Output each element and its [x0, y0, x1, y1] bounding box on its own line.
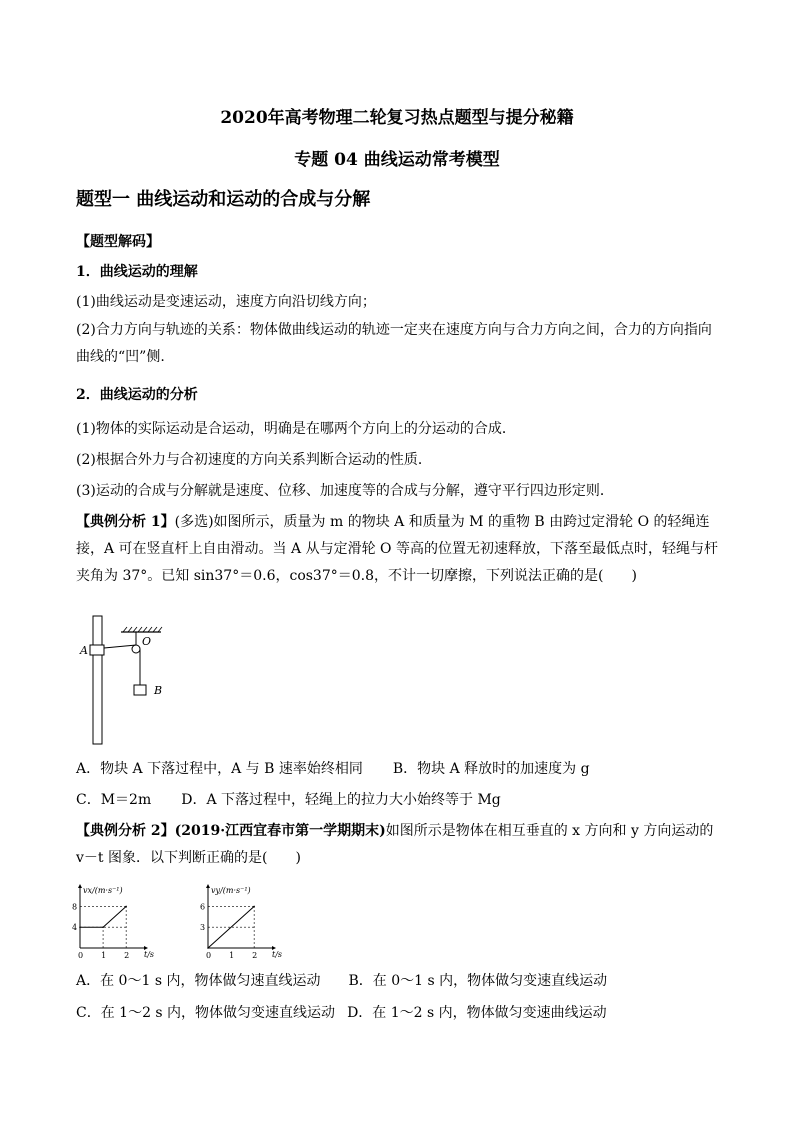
rope-horizontal [104, 645, 136, 648]
x-tick-label: 2 [124, 951, 130, 960]
x-tick-label: 1 [229, 951, 235, 960]
example1-tag: 【典例分析 1】 [76, 514, 175, 530]
y-tick-label: 4 [72, 923, 78, 933]
point2-title: 2．曲线运动的分析 [76, 387, 198, 403]
section-heading: 题型一 曲线运动和运动的合成与分解 [76, 189, 371, 210]
y-axis-arrow [206, 884, 210, 888]
weight-b [134, 685, 146, 695]
x-axis-label: t/s [272, 950, 283, 959]
pulley-wheel [132, 645, 140, 653]
example1-stem: (多选)如图所示，质量为 m 的物块 A 和质量为 M 的重物 B 由跨过定滑轮 O 的轻绳连接，A 可在竖直杆上自由滑动。当 A 从与定滑轮 O 等高的位置无初速释放，下落至最低点时，轻绳与杆夹角为 37°。已知 sin37°＝0.6，cos37°＝0.8，不计一切摩擦，下列说法正确的是( ) [76, 514, 718, 584]
point1-line2: (2)合力方向与轨迹的关系：物体做曲线运动的轨迹一定夹在速度方向与合力方向之间，合力的方向指向曲线的“凹”侧. [76, 322, 712, 365]
example2-option-a: A．在 0～1 s 内，物体做匀速直线运动 [76, 973, 321, 989]
example2-source: (2019·江西宜春市第一学期期末) [174, 823, 386, 839]
example2-stem: 如图所示是物体在相互垂直的 x 方向和 y 方向运动的 v－t 图象．以下判断正确的是( ) [76, 823, 714, 866]
vertical-rod [93, 616, 102, 744]
example1-option-d: D．A 下落过程中，轻绳上的拉力大小始终等于 Mg [181, 792, 501, 808]
x-axis-label: t/s [144, 950, 155, 959]
data-point [79, 926, 81, 928]
example1-option-a-text: A．物块 A 下落过程中，A 与 B 速率始终相同 [76, 761, 363, 777]
y-tick-label: 6 [200, 902, 206, 912]
x-tick-label: 0 [206, 951, 212, 960]
sub-title: 专题 04 曲线运动常考模型 [294, 150, 500, 170]
example2-paragraph [76, 818, 724, 872]
example2-option-b: B．在 0～1 s 内，物体做匀变速直线运动 [348, 973, 608, 989]
data-point [125, 906, 127, 908]
data-point [253, 906, 255, 908]
label-b: B [154, 684, 163, 697]
example2-option-cd-row [76, 1003, 726, 1023]
x-tick-label: 0 [78, 951, 84, 960]
label-a: A [80, 644, 88, 657]
y-axis-label: vx/(m·s⁻¹) [83, 886, 123, 895]
example2-tag: 【典例分析 2】 [76, 823, 175, 839]
y-axis-arrow [78, 884, 82, 888]
point1-line1: (1)曲线运动是变速运动，速度方向沿切线方向； [76, 294, 376, 310]
block-a [90, 645, 104, 655]
point2-line2: (2)根据合外力与合初速度的方向关系判断合运动的性质． [76, 452, 432, 468]
example1-option-b: B．物块 A 释放时的加速度为 g [392, 761, 590, 777]
x-tick-label: 1 [101, 951, 107, 960]
y-tick-label: 8 [72, 902, 78, 912]
pulley-figure [76, 610, 186, 750]
main-title: 2020年高考物理二轮复习热点题型与提分秘籍 [220, 108, 574, 128]
example2-option-c: C．在 1～2 s 内，物体做匀变速直线运动 [76, 1005, 336, 1021]
example1-paragraph [76, 509, 724, 590]
x-tick-label: 2 [252, 951, 258, 960]
point1-title: 1．曲线运动的理解 [76, 264, 198, 280]
y-axis-label: vy/(m·s⁻¹) [211, 886, 251, 895]
vy-t-chart [194, 880, 344, 960]
data-point [207, 947, 209, 949]
y-tick-label: 3 [200, 923, 206, 933]
example2-option-d: D．在 1～2 s 内，物体做匀变速曲线运动 [347, 1005, 607, 1021]
decode-tag: 【题型解码】 [76, 234, 160, 250]
ceiling-hatching [123, 627, 162, 632]
example1-option-c: C．M＝2m [76, 792, 152, 808]
label-o: O [142, 635, 152, 648]
point2-line3: (3)运动的合成与分解就是速度、位移、加速度等的合成与分解，遵守平行四边形定则． [76, 483, 614, 499]
data-point [102, 926, 104, 928]
example1-option-c-row [76, 790, 726, 810]
example1-option-a [76, 759, 726, 779]
point2-line1: (1)物体的实际运动是合运动，明确是在哪两个方向上的分运动的合成． [76, 421, 516, 437]
example2-option-ab-row [76, 971, 726, 991]
velocity-line [80, 906, 126, 927]
velocity-line [208, 906, 254, 948]
